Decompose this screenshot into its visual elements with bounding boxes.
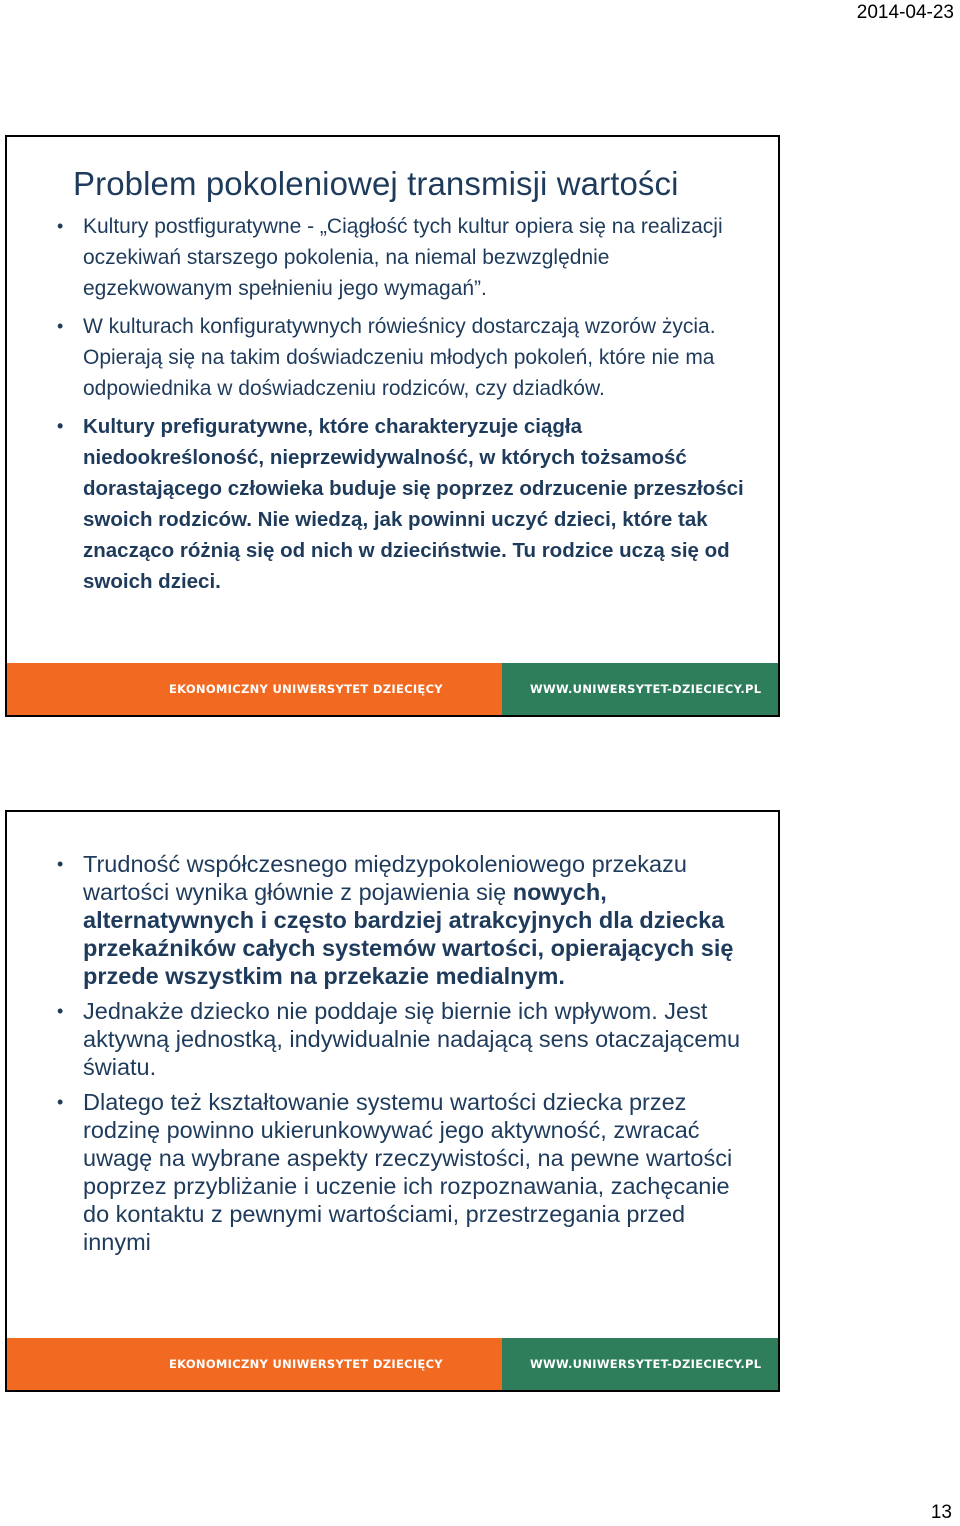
bullet-item bbox=[55, 997, 755, 1081]
bullet-text: Trudność współczesnego międzypokoleniowego przekazu wartości wynika głównie z pojawienia się bbox=[83, 851, 687, 905]
bullet-dot-icon: • bbox=[57, 216, 64, 236]
bullet-item bbox=[55, 211, 755, 304]
bullet-item bbox=[55, 850, 755, 990]
bullet-text: W kulturach konfiguratywnych rówieśnicy dostarczają wzorów życia. Opierają się na takim doświadczeniu młodych pokoleń, które nie ma odpowiednika w doświadczeniu rodziców, czy dziadków. bbox=[83, 315, 716, 400]
bullet-dot-icon: • bbox=[57, 1092, 64, 1112]
page-date: 2014-04-23 bbox=[856, 2, 954, 23]
footer-institution: EKONOMICZNY UNIWERSYTET DZIECIĘCY bbox=[169, 1357, 443, 1371]
page-number: 13 bbox=[930, 1502, 952, 1523]
bullet-dot-icon: • bbox=[57, 1001, 64, 1021]
bullet-item bbox=[55, 411, 755, 597]
footer-left-band bbox=[7, 663, 502, 715]
footer-right-band bbox=[502, 663, 778, 715]
footer-website: WWW.UNIWERSYTET-DZIECIECY.PL bbox=[530, 1357, 762, 1371]
bullet-item bbox=[55, 1088, 755, 1256]
slide-footer bbox=[7, 663, 778, 715]
slide-2 bbox=[5, 810, 780, 1392]
bullet-text: Kultury postfiguratywne - „Ciągłość tych kultur opiera się na realizacji oczekiwań starszego pokolenia, na niemal bezwzględnie egzekwowanym spełnieniu jego wymagań”. bbox=[83, 215, 723, 300]
footer-institution: EKONOMICZNY UNIWERSYTET DZIECIĘCY bbox=[169, 682, 443, 696]
bullet-item bbox=[55, 311, 755, 404]
footer-right-band bbox=[502, 1338, 778, 1390]
footer-left-band bbox=[7, 1338, 502, 1390]
bullet-list bbox=[55, 211, 755, 604]
bullet-dot-icon: • bbox=[57, 316, 64, 336]
bullet-dot-icon: • bbox=[57, 854, 64, 874]
bullet-text: Kultury prefiguratywne, które charakteryzuje ciągła niedookreśloność, nieprzewidywalność, w których tożsamość dorastającego człowieka buduje się poprzez odrzucenie przeszłości swoich rodziców. Nie wiedzą, jak powinni uczyć dzieci, które tak znacząco różnią się od nich w dzieciństwie. Tu rodzice uczą się od swoich dzieci. bbox=[83, 415, 744, 593]
bullet-text: Dlatego też kształtowanie systemu wartości dziecka przez rodzinę powinno ukierunkowywać jego aktywność, zwracać uwagę na wybrane aspekty rzeczywistości, na pewne wartości poprzez przybliżanie i uczenie ich rozpoznawania, zachęcanie do kontaktu z pewnymi wartościami, przestrzegania przed innymi bbox=[83, 1089, 733, 1255]
bullet-text-bold: nowych, alternatywnych i często bardziej atrakcyjnych dla dziecka przekaźników całych systemów wartości, opierających się przede wszystkim na przekazie medialnym. bbox=[83, 879, 734, 989]
bullet-dot-icon: • bbox=[57, 416, 64, 436]
slide-title: Problem pokoleniowej transmisji wartości bbox=[73, 165, 679, 202]
footer-website: WWW.UNIWERSYTET-DZIECIECY.PL bbox=[530, 682, 762, 696]
slide-footer bbox=[7, 1338, 778, 1390]
bullet-text: Jednakże dziecko nie poddaje się biernie ich wpływom. Jest aktywną jednostką, indywidualnie nadającą sens otaczającemu światu. bbox=[83, 998, 741, 1080]
slide-1 bbox=[5, 135, 780, 717]
bullet-list bbox=[55, 850, 755, 1263]
